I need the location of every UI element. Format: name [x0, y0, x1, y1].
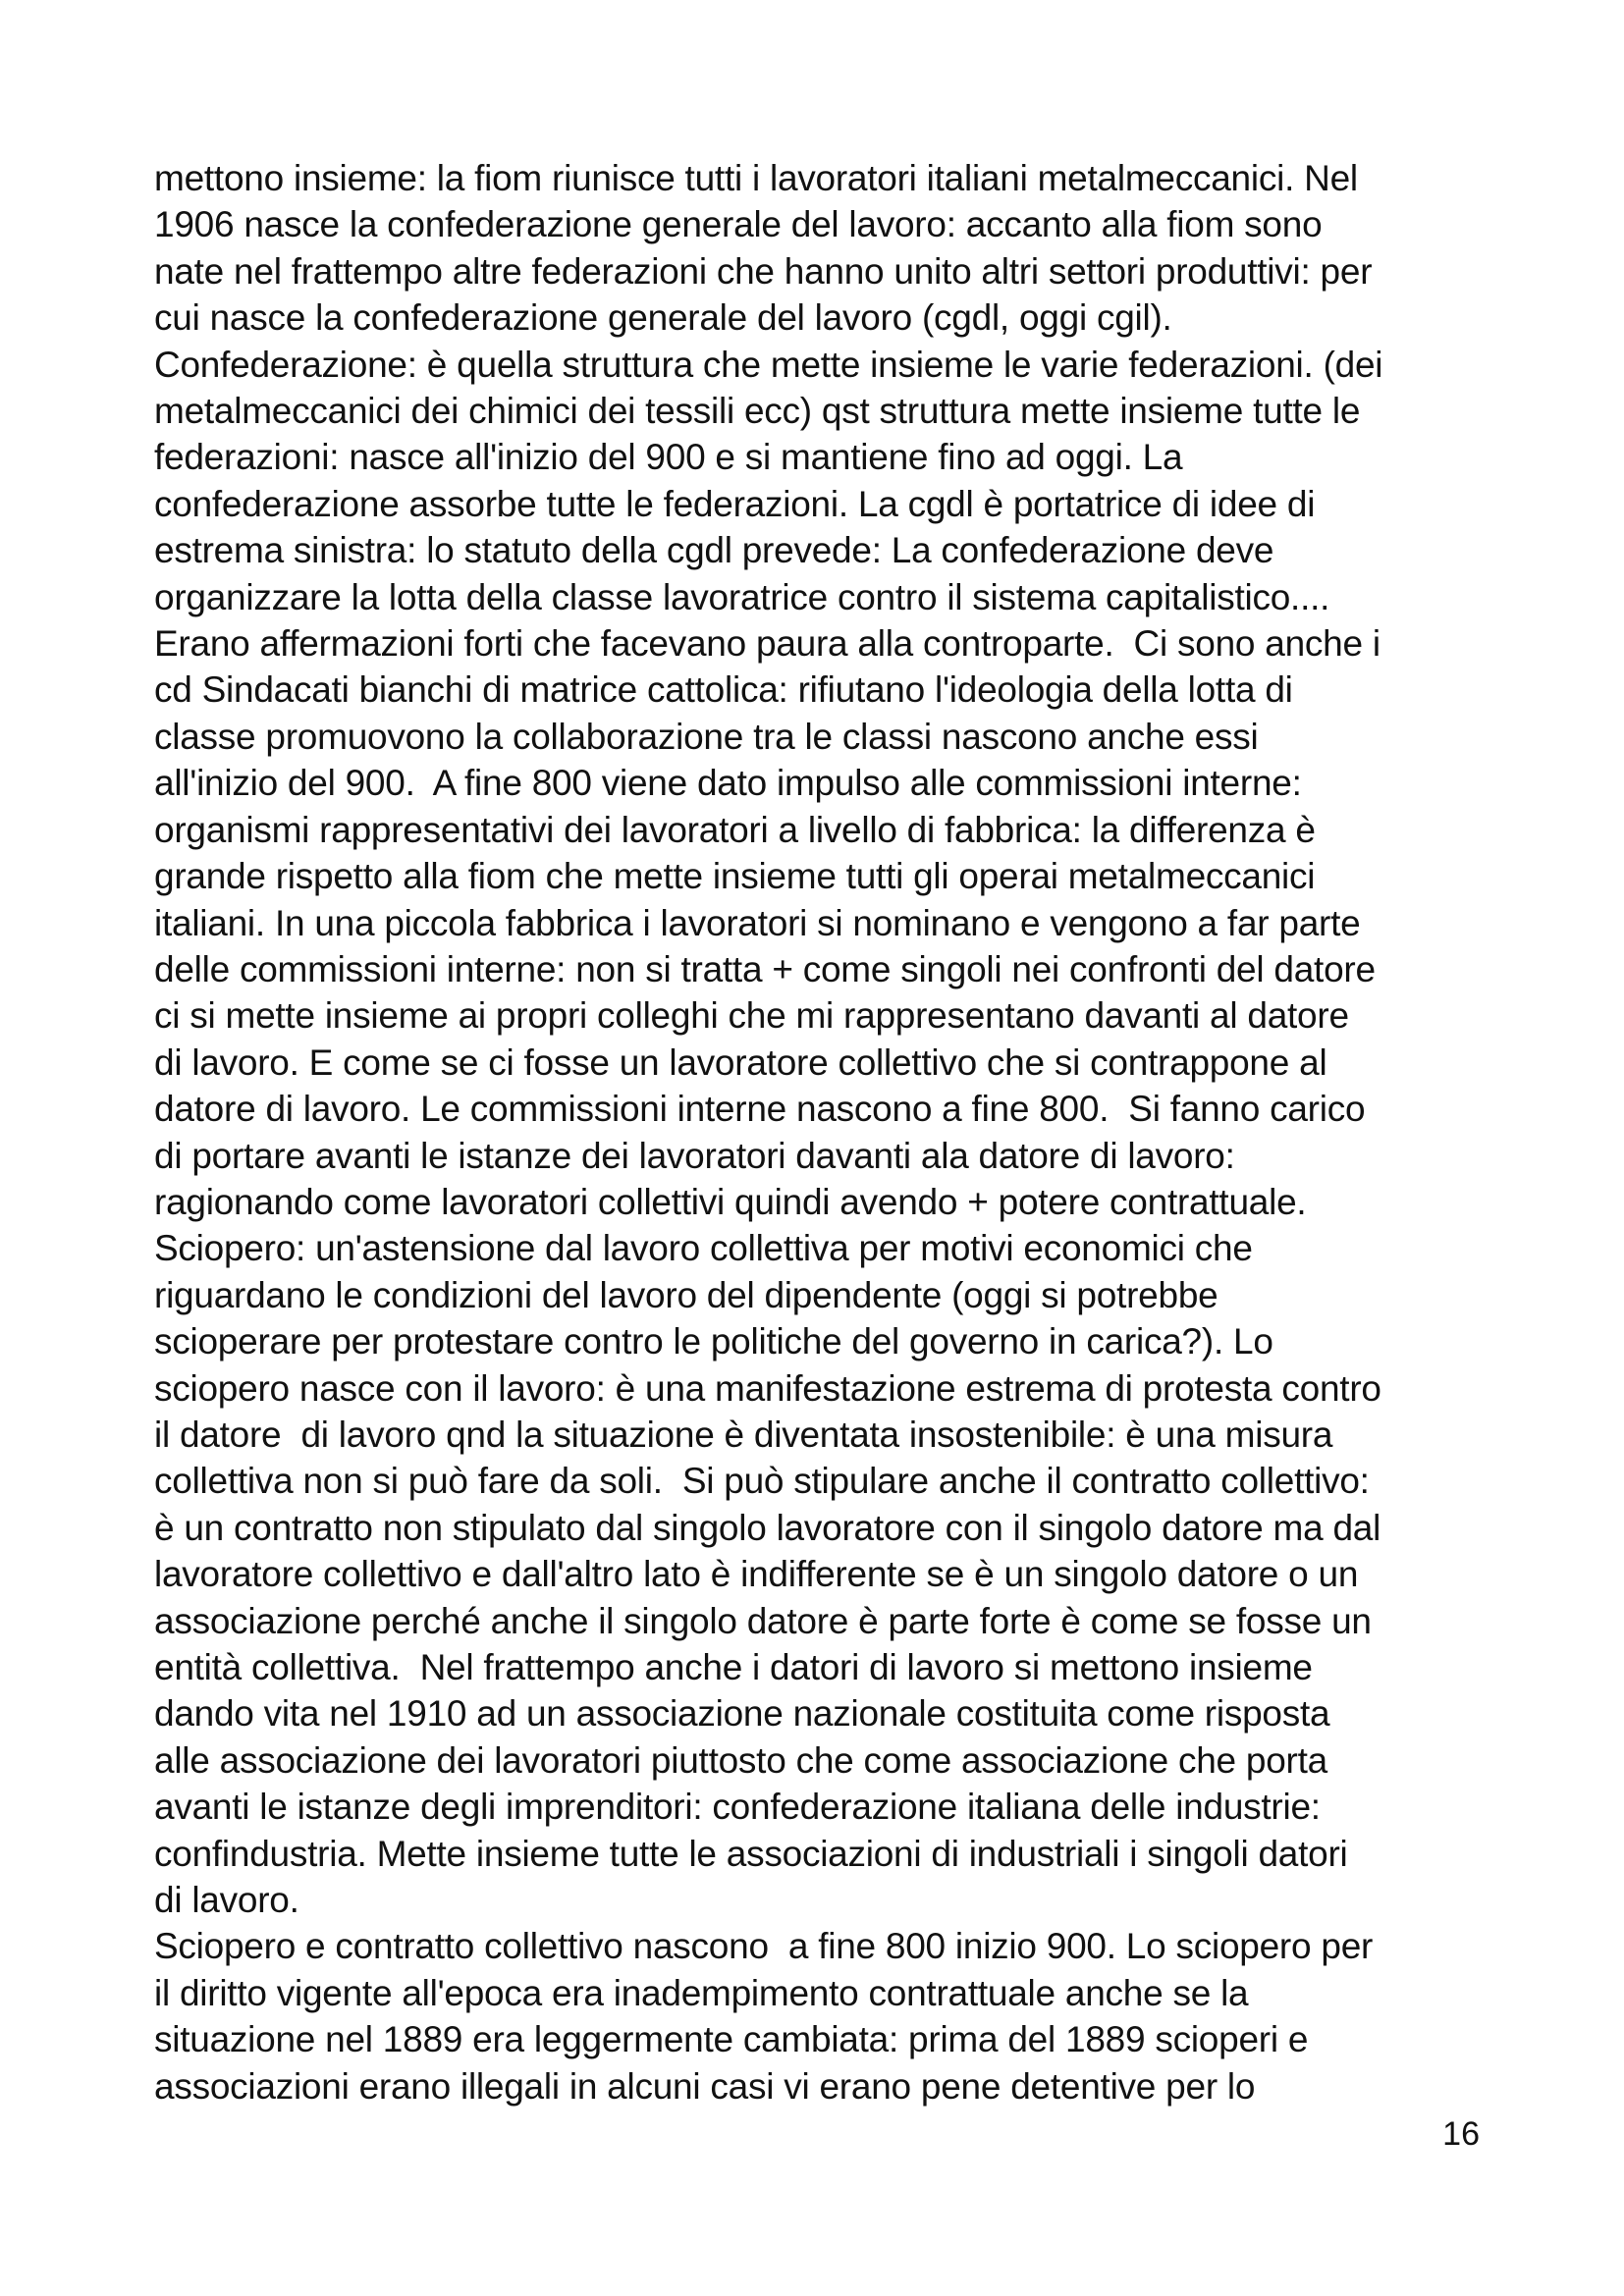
text-line: collettiva non si può fare da soli. Si può stipulare anche il contratto collettivo: — [154, 1461, 1370, 1502]
text-line: dando vita nel 1910 ad un associazione nazionale costituita come risposta — [154, 1693, 1330, 1735]
text-line: cui nasce la confederazione generale del lavoro (cgdl, oggi cgil). — [154, 297, 1172, 339]
text-line: il diritto vigente all'epoca era inadempimento contrattuale anche se la — [154, 1972, 1249, 2013]
text-line: entità collettiva. Nel frattempo anche i datori di lavoro si mettono insieme — [154, 1647, 1313, 1687]
text-line: alle associazione dei lavoratori piuttosto che come associazione che porta — [154, 1739, 1327, 1781]
text-line: Sciopero e contratto collettivo nascono a fine 800 inizio 900. Lo sciopero per — [154, 1926, 1374, 1967]
text-line: italiani. In una piccola fabbrica i lavoratori si nominano e vengono a far parte — [154, 902, 1361, 943]
text-line: grande rispetto alla fiom che mette insieme tutti gli operai metalmeccanici — [154, 856, 1316, 897]
text-line: organismi rappresentativi dei lavoratori a livello di fabbrica: la differenza è — [154, 809, 1316, 850]
text-line: di lavoro. E come se ci fosse un lavoratore collettivo che si contrappone al — [154, 1041, 1327, 1083]
text-line: ragionando come lavoratori collettivi quindi avendo + potere contrattuale. — [154, 1181, 1307, 1222]
page-number: 16 — [1442, 2115, 1480, 2153]
text-line: confindustria. Mette insieme tutte le associazioni di industriali i singoli datori — [154, 1833, 1348, 1874]
text-line: lavoratore collettivo e dall'altro lato è indifferente se è un singolo datore o un — [154, 1554, 1359, 1595]
text-line: avanti le istanze degli imprenditori: confederazione italiana delle industrie: — [154, 1787, 1321, 1828]
text-line: il datore di lavoro qnd la situazione è diventata insostenibile: è una misura — [154, 1414, 1333, 1455]
text-line: federazioni: nasce all'inizio del 900 e si mantiene fino ad oggi. La — [154, 437, 1183, 478]
text-line: ci si mette insieme ai propri colleghi che mi rappresentano davanti al datore — [154, 995, 1349, 1037]
text-line: di portare avanti le istanze dei lavoratori davanti ala datore di lavoro: — [154, 1135, 1235, 1176]
text-line: delle commissioni interne: non si tratta + come singoli nei confronti del datore — [154, 948, 1376, 989]
text-line: mettono insieme: la fiom riunisce tutti i lavoratori italiani metalmeccanici. Nel — [154, 158, 1358, 198]
text-line: scioperare per protestare contro le politiche del governo in carica?). Lo — [154, 1321, 1273, 1362]
text-line: organizzare la lotta della classe lavoratrice contro il sistema capitalistico.... — [154, 576, 1330, 617]
text-line: associazioni erano illegali in alcuni casi vi erano pene detentive per lo — [154, 2065, 1256, 2107]
text-line: nate nel frattempo altre federazioni che hanno unito altri settori produttivi: per — [154, 250, 1373, 292]
text-line: classe promuovono la collaborazione tra le classi nascono anche essi — [154, 716, 1259, 757]
text-line: di lavoro. — [154, 1880, 299, 1921]
text-line: metalmeccanici dei chimici dei tessili ecc) qst struttura mette insieme tutte le — [154, 391, 1361, 432]
body-text — [154, 155, 1489, 2109]
text-line: cd Sindacati bianchi di matrice cattolica: rifiutano l'ideologia della lotta di — [154, 669, 1293, 711]
text-line: estrema sinistra: lo statuto della cgdl prevede: La confederazione deve — [154, 530, 1274, 571]
text-line: riguardano le condizioni del lavoro del dipendente (oggi si potrebbe — [154, 1274, 1218, 1315]
text-line: confederazione assorbe tutte le federazioni. La cgdl è portatrice di idee di — [154, 483, 1316, 524]
text-line: situazione nel 1889 era leggermente cambiata: prima del 1889 scioperi e — [154, 2019, 1309, 2060]
text-line: Sciopero: un'astensione dal lavoro collettiva per motivi economici che — [154, 1228, 1253, 1269]
text-line: sciopero nasce con il lavoro: è una manifestazione estrema di protesta contro — [154, 1367, 1381, 1409]
text-line: all'inizio del 900. A fine 800 viene dato impulso alle commissioni interne: — [154, 763, 1302, 804]
text-line: datore di lavoro. Le commissioni interne nascono a fine 800. Si fanno carico — [154, 1089, 1366, 1130]
text-line: Erano affermazioni forti che facevano paura alla controparte. Ci sono anche i — [154, 623, 1380, 665]
text-line: Confederazione: è quella struttura che mette insieme le varie federazioni. (dei — [154, 344, 1383, 385]
text-line: 1906 nasce la confederazione generale del lavoro: accanto alla fiom sono — [154, 204, 1323, 245]
text-line: associazione perché anche il singolo datore è parte forte è come se fosse un — [154, 1600, 1372, 1641]
text-line: è un contratto non stipulato dal singolo lavoratore con il singolo datore ma dal — [154, 1507, 1381, 1548]
